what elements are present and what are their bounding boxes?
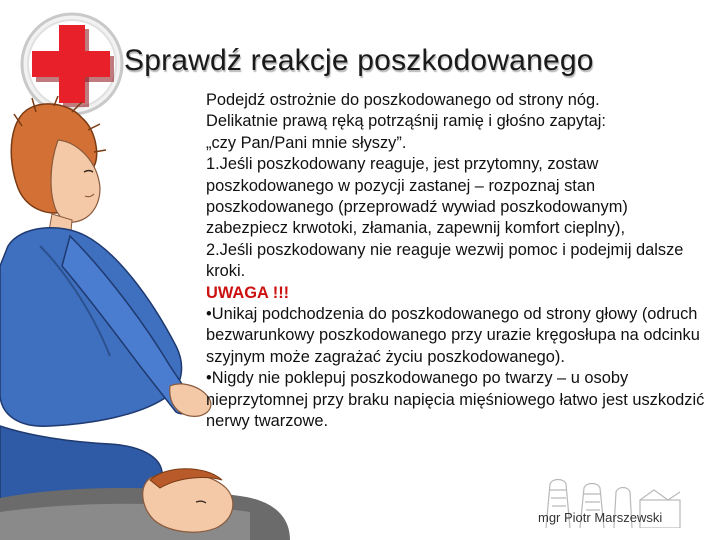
- warning-bullet-1: •Unikaj podchodzenia do poszkodowanego od strony głowy (odruch bezwarunkowy poszkodowanego przy urazie kręgosłupa na odcinku szyjnym może zagrażać życiu poszkodowanego).: [206, 305, 700, 366]
- victim-illustration: [0, 458, 290, 540]
- body-point-2: 2.Jeśli poszkodowany nie reaguje wezwij pomoc i podejmij dalsze kroki.: [206, 240, 684, 281]
- body-line-1: Podejdź ostrożnie do poszkodowanego od strony nóg.: [206, 91, 600, 109]
- slide-body: [206, 90, 706, 433]
- body-point-1: 1.Jeśli poszkodowany reaguje, jest przytomny, zostaw poszkodowanego w pozycji zastanej – rozpoznaj stan poszkodowanego (przeprowadź wywiad poszkodowanym) zabezpiecz krwotoki, złamania, zapewnij komfort cieplny),: [206, 155, 628, 238]
- warning-heading: UWAGA !!!: [206, 283, 290, 302]
- author-footer: mgr Piotr Marszewski: [538, 510, 663, 525]
- body-line-2: Delikatnie prawą ręką potrząśnij ramię i głośno zapytaj:: [206, 112, 606, 131]
- body-line-3: „czy Pan/Pani mnie słyszy”.: [206, 133, 407, 152]
- warning-bullet-2: •Nigdy nie poklepuj poszkodowanego po twarzy – u osoby nieprzytomnej przy braku napięcia mięśniowego łatwo jest uszkodzić nerwy twarzowe.: [206, 369, 705, 431]
- slide-title: Sprawdź reakcje poszkodowanego: [124, 44, 594, 77]
